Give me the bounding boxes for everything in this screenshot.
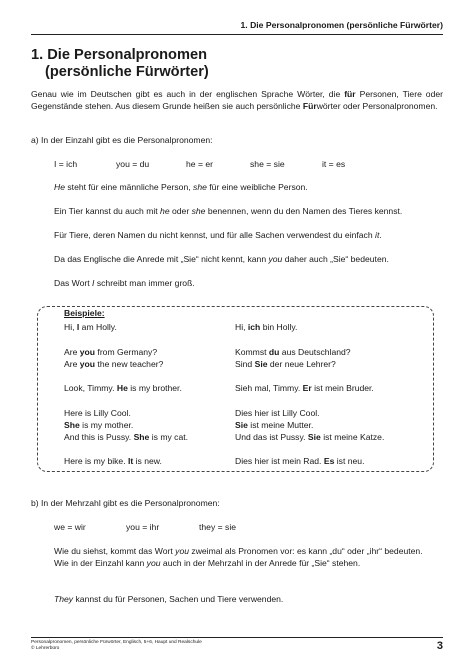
example-english [64, 383, 182, 394]
sentence-text: Wie du siehst, kommt das Wort [54, 546, 176, 556]
example-english [64, 347, 157, 358]
italic-word: you [146, 558, 161, 568]
example-text: is new. [133, 456, 162, 466]
sentence-text: daher auch „Sie“ bedeuten. [282, 254, 389, 264]
i-sentence [54, 277, 195, 289]
animal-sentence [54, 205, 402, 217]
italic-word: They [54, 594, 74, 604]
italic-word: she [191, 206, 206, 216]
title-line-1: 1. Die Personalpronomen [31, 47, 207, 63]
pronoun-highlight: I [76, 322, 80, 332]
footer-line-2: © Lehrerbüro [31, 646, 60, 651]
pronoun-highlight: She [64, 420, 80, 430]
sentence-text: oder [169, 206, 192, 216]
sentence-text: für eine weibliche Person. [206, 182, 308, 192]
sentence-text: Da das Englische die Anrede mit „Sie“ nicht kennt, kann [54, 254, 269, 264]
pronoun-highlight: you [79, 359, 96, 369]
italic-word: it [375, 230, 380, 240]
you-sentence [54, 253, 389, 265]
pronoun-they: they = sie [199, 522, 237, 532]
example-text: Dies hier ist Lilly Cool. [235, 408, 320, 418]
example-text: Look, Timmy. [64, 383, 117, 393]
italic-word: I [92, 278, 95, 288]
example-german [235, 359, 336, 370]
intro-text: wörter oder Personalpronomen. [316, 101, 438, 111]
pronoun-highlight: Er [302, 383, 312, 393]
you-twice-paragraph [54, 545, 443, 569]
it-sentence [54, 229, 382, 241]
example-english [64, 456, 162, 467]
example-text: Here is my bike. [64, 456, 128, 466]
example-german [235, 456, 364, 467]
example-english [64, 322, 117, 333]
example-german [235, 432, 384, 443]
sentence-text: auch in der Mehrzahl in der Anrede für „Sie“ stehen. [160, 558, 361, 568]
pronoun-i: I = ich [54, 159, 78, 169]
pronoun-she: she = sie [250, 159, 285, 169]
example-text: ist mein Bruder. [311, 383, 374, 393]
italic-word: he [160, 206, 170, 216]
sentence-text: . [379, 230, 382, 240]
pronoun-highlight: Sie [254, 359, 268, 369]
sentence-text: steht für eine männliche Person, [65, 182, 194, 192]
example-english [64, 432, 188, 443]
example-german [235, 383, 374, 394]
pronoun-highlight: She [133, 432, 150, 442]
example-text: Are [64, 347, 80, 357]
example-english [64, 408, 131, 419]
pronoun-highlight: It [128, 456, 134, 466]
example-text: Und das ist Pussy. [235, 432, 308, 442]
he-she-sentence [54, 181, 308, 193]
example-text: Here is Lilly Cool. [64, 408, 131, 418]
pronoun-highlight: Sie [235, 420, 248, 430]
sentence-text: benennen, wenn du den Namen des Tieres kennst. [205, 206, 403, 216]
intro-paragraph [31, 88, 443, 112]
example-english [64, 359, 163, 370]
example-english [64, 420, 133, 431]
pronoun-highlight: ich [247, 322, 261, 332]
pronoun-he: he = er [186, 159, 213, 169]
example-text: Hi, [235, 322, 248, 332]
example-text: Sieh mal, Timmy. [235, 383, 303, 393]
examples-title: Beispiele: [64, 308, 105, 318]
example-german [235, 322, 297, 333]
pronoun-it: it = es [322, 159, 346, 169]
example-text: is my mother. [79, 420, 134, 430]
pronoun-highlight: you [79, 347, 96, 357]
sentence-text: Für Tiere, deren Namen du nicht kennst, und für alle Sachen verwendest du einfach [54, 230, 376, 240]
example-text: ist meine Katze. [320, 432, 385, 442]
sentence-text: Wie in der Einzahl kann [54, 558, 147, 568]
example-german [235, 347, 351, 358]
pronoun-highlight: He [116, 383, 128, 393]
pronoun-you: you = du [116, 159, 150, 169]
sentence-text: Ein Tier kannst du auch mit [54, 206, 161, 216]
italic-word: you [175, 546, 190, 556]
example-german [235, 408, 320, 419]
italic-word: He [54, 182, 65, 192]
intro-text: Personen, Tiere oder Gegenstände stehen. Aus diesem Grunde heißen sie auch persönliche [31, 89, 443, 111]
sentence-text: kannst du für Personen, Sachen und Tiere verwenden. [73, 594, 284, 604]
example-text: ist neu. [334, 456, 365, 466]
sentence-text: Das Wort [54, 278, 93, 288]
example-text: bin Holly. [260, 322, 298, 332]
footer-line-1: Personalpronomen, persönliche Fürwörter, Englisch, 5+6, Haupt und Realschule [31, 640, 202, 645]
example-text: Sind [235, 359, 255, 369]
example-text: Dies hier ist mein Rad. [235, 456, 324, 466]
section-a-label: a) In der Einzahl gibt es die Personalpronomen: [31, 135, 213, 145]
section-b-label: b) In der Mehrzahl gibt es die Personalpronomen: [31, 498, 220, 508]
example-text: is my cat. [149, 432, 189, 442]
example-text: from Germany? [95, 347, 158, 357]
pronoun-you-plural: you = ihr [126, 522, 160, 532]
example-text: Are [64, 359, 80, 369]
example-text: am Holly. [79, 322, 117, 332]
sentence-text: zweimal als Pronomen vor: es kann „du“ oder „ihr“ bedeuten. [189, 546, 423, 556]
footer-credits [31, 640, 202, 652]
intro-text: Genau wie im Deutschen gibt es auch in der englischen Sprache Wörter, die [31, 89, 345, 99]
running-header: 1. Die Personalpronomen (persönliche Fürwörter) [240, 20, 443, 30]
example-text: ist meine Mutter. [247, 420, 314, 430]
pronoun-highlight: Es [323, 456, 335, 466]
example-text: aus Deutschland? [279, 347, 351, 357]
example-text: the new teacher? [95, 359, 164, 369]
example-text: Hi, [64, 322, 77, 332]
italic-word: you [268, 254, 283, 264]
sentence-text: schreibt man immer groß. [94, 278, 195, 288]
they-sentence [54, 593, 283, 605]
intro-bold: Für [302, 101, 317, 111]
example-text: der neue Lehrer? [267, 359, 336, 369]
page-number: 3 [436, 640, 443, 652]
example-text: is my brother. [127, 383, 182, 393]
page-title [31, 47, 209, 81]
title-line-2: (persönliche Fürwörter) [45, 64, 209, 80]
example-text: And this is Pussy. [64, 432, 134, 442]
pronoun-we: we = wir [54, 522, 86, 532]
italic-word: she [193, 182, 207, 192]
header-divider [31, 34, 443, 35]
example-text: Kommst [235, 347, 269, 357]
footer-divider [31, 637, 443, 638]
pronoun-highlight: Sie [307, 432, 321, 442]
intro-bold: für [344, 89, 356, 99]
example-german [235, 420, 313, 431]
pronoun-highlight: du [268, 347, 280, 357]
